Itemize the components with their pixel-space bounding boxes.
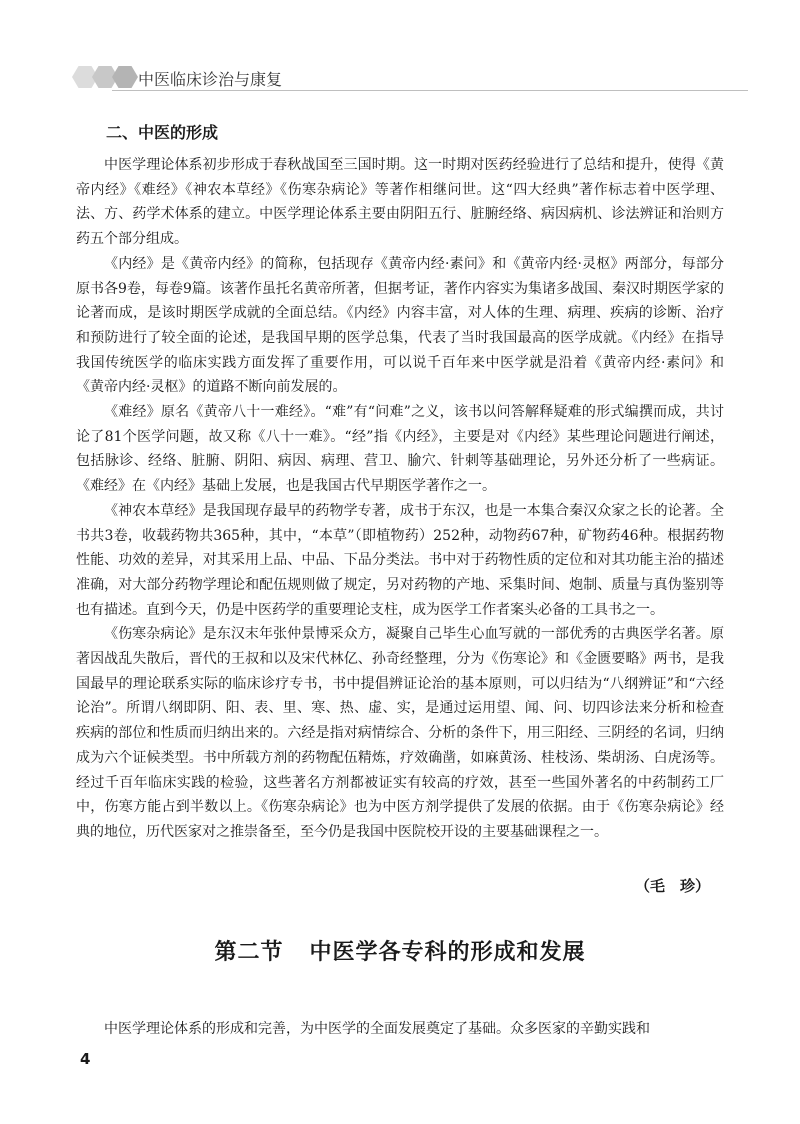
body-text: [76, 153, 724, 845]
page-number: 4: [80, 1050, 91, 1068]
paragraph: 《伤寒杂病论》是东汉末年张仲景博采众方，凝聚自己毕生心血写就的一部优秀的古典医学名著。原著因战乱失散后，晋代的王叔和以及宋代林亿、孙奇经整理，分为《伤寒论》和《金匮要略》两书，是我国最早的理论联系实际的临床诊疗专书，书中提倡辨证论治的基本原则，可以归结为“八纲辨证”和“六经论治”。所谓八纲即阴、阳、表、里、寒、热、虚、实，是通过运用望、闻、问、切四诊法来分析和检查疾病的部位和性质而归纳出来的。六经是指对病情综合、分析的条件下，用三阳经、三阴经的名词，归纳成为六个证候类型。书中所载方剂的药物配伍精炼，疗效确凿，如麻黄汤、桂枝汤、柴胡汤、白虎汤等。经过千百年临床实践的检验，这些著名方剂都被证实有较高的疗效，甚至一些国外著名的中药制药工厂中，伤寒方能占到半数以上。《伤寒杂病论》也为中医方剂学提供了发展的依据。由于《伤寒杂病论》经典的地位，历代医家对之推崇备至，至今仍是我国中医院校开设的主要基础课程之一。: [76, 626, 724, 840]
header-divider: [112, 90, 748, 91]
paragraph: 《神农本草经》是我国现存最早的药物学专著，成书于东汉，也是一本集合秦汉众家之长的论著。全书共3卷，收载药物共365种，其中，“本草”（即植物药）252种，动物药67种，矿物药46种。根据药物性能、功效的差异，对其采用上品、中品、下品分类法。书中对于药物性质的定位和对其功能主治的描述准确，对大部分药物学理论和配伍规则做了规定，另对药物的产地、采集时间、炮制、质量与真伪鉴别等也有描述。直到今天，仍是中医药学的重要理论支柱，成为医学工作者案头必备的工具书之一。: [76, 502, 724, 618]
book-title: 中医临床诊治与康复: [138, 70, 283, 89]
chapter-title: 中医学各专科的形成和发展: [309, 940, 586, 965]
paragraph: 中医学理论体系的形成和完善，为中医学的全面发展奠定了基础。众多医家的辛勤实践和: [104, 1021, 650, 1037]
paragraph: 《难经》原名《黄帝八十一难经》。“难”有“问难”之义，该书以问答解释疑难的形式编撰而成，共讨论了81个医学问题，故又称《八十一难》。“经”指《内经》，主要是对《内经》某些理论问题进行阐述，包括脉诊、经络、脏腑、阴阳、病因、病理、营卫、腧穴、针刺等基础理论，另外还分析了一些病证。《难经》在《内经》基础上发展，也是我国古代早期医学著作之一。: [76, 404, 724, 495]
paragraph: 《内经》是《黄帝内经》的简称，包括现存《黄帝内经·素问》和《黄帝内经·灵枢》两部分，每部分原书各9卷，每卷9篇。该著作虽托名黄帝所著，但据考证，著作内容实为集诸多战国、秦汉时期医学家的论著而成，是该时期医学成就的全面总结。《内经》内容丰富，对人体的生理、病理、疾病的诊断、治疗和预防进行了较全面的论述，是我国早期的医学总集，代表了当时我国最高的医学成就。《内经》在指导我国传统医学的临床实践方面发挥了重要作用，可以说千百年来中医学就是沿着《黄帝内经·素问》和《黄帝内经·灵枢》的道路不断向前发展的。: [76, 255, 724, 396]
hexagon-icon: [112, 66, 138, 88]
chapter-heading: [0, 935, 800, 966]
paragraph: 中医学理论体系初步形成于春秋战国至三国时期。这一时期对医药经验进行了总结和提升，使得《黄帝内经》《难经》《神农本草经》《伤寒杂病论》等著作相继问世。这“四大经典”著作标志着中医学理、法、方、药学术体系的建立。中医学理论体系主要由阴阳五行、脏腑经络、病因病机、诊法辨证和治则方药五个部分组成。: [76, 157, 724, 248]
chapter-number: 第二节: [214, 940, 284, 965]
author-signature: （毛 珍）: [634, 877, 710, 895]
running-header: [52, 60, 748, 94]
section-heading: 二、中医的形成: [106, 123, 219, 142]
